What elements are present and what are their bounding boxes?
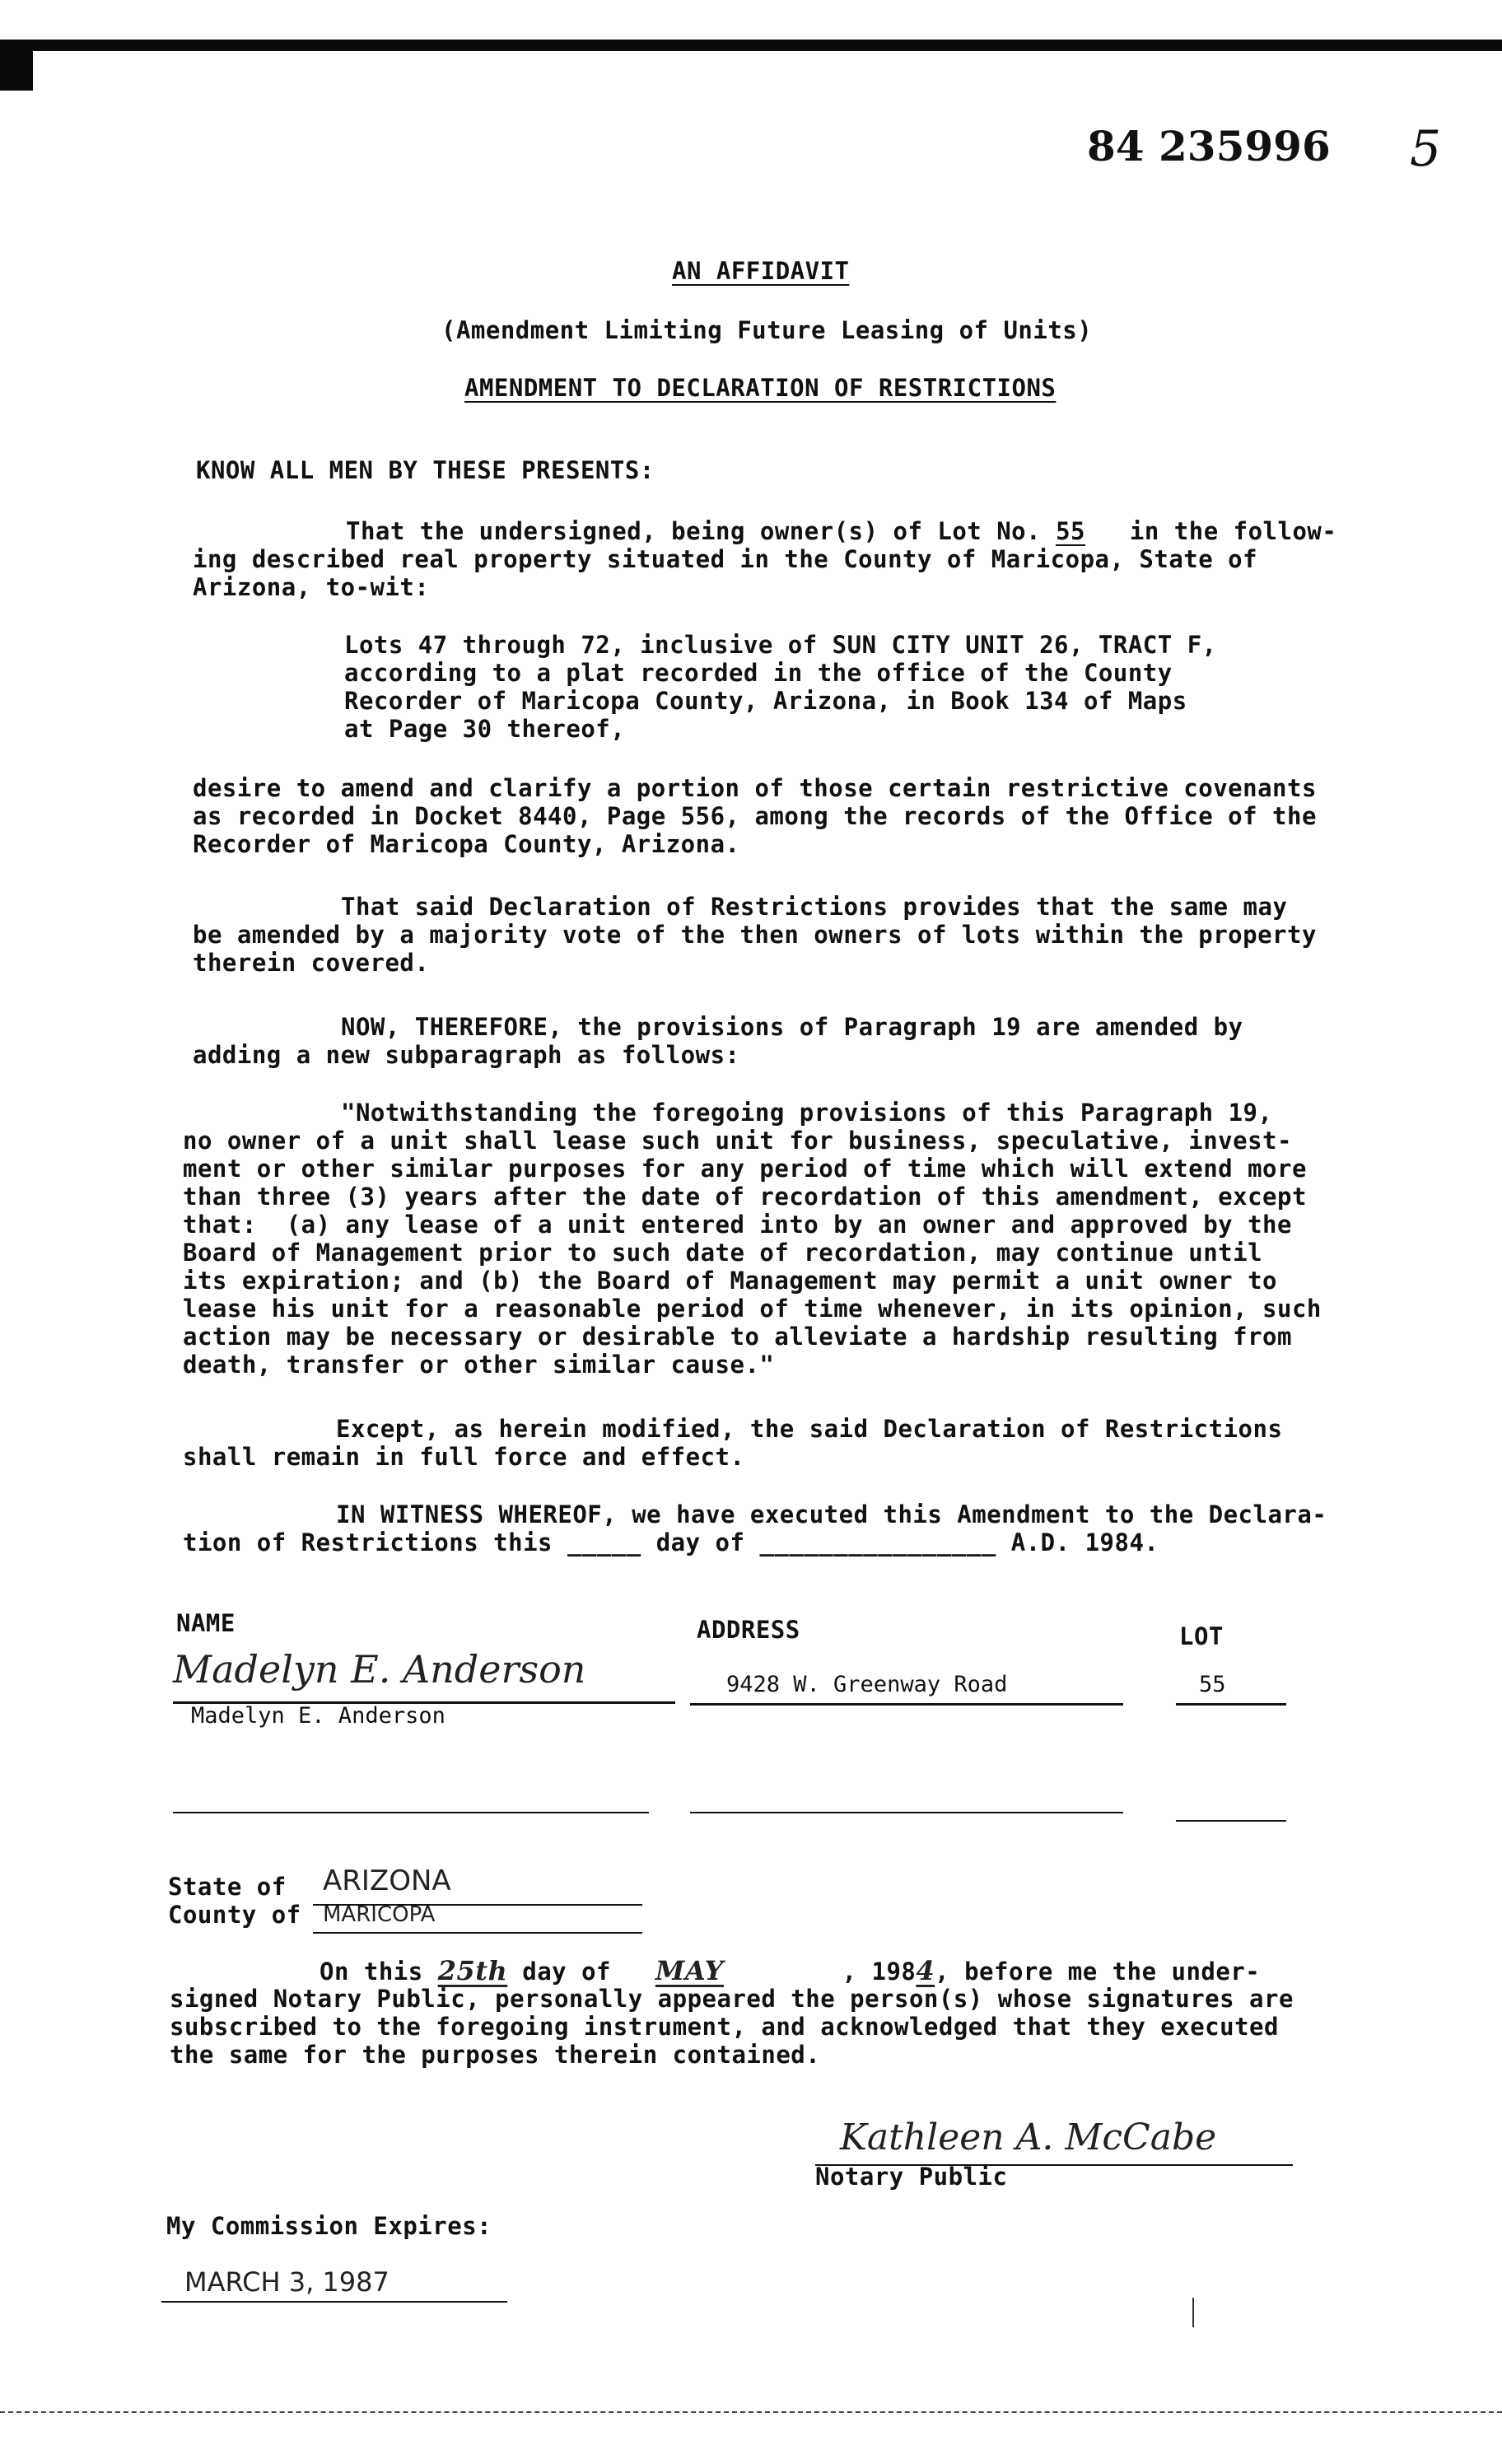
quote-line-9: action may be necessary or desirable to alleviate a hardship resulting from — [183, 1323, 1292, 1351]
quote-line-7: its expiration; and (b) the Board of Management may permit a unit owner to — [183, 1267, 1278, 1295]
ack-day: 25th — [437, 1955, 508, 1986]
p2-line-3: Recorder of Maricopa County, Arizona. — [193, 830, 740, 858]
ack-line-4: the same for the purposes therein contained. — [170, 2041, 821, 2069]
lot-number-blank: 55 — [1056, 517, 1085, 545]
p1-line-2: ing described real property situated in the County of Maricopa, State of — [193, 545, 1258, 573]
p2-line-1: desire to amend and clarify a portion of those certain restrictive covenants — [193, 774, 1317, 802]
signature-line-2 — [173, 1812, 649, 1813]
quote-line-10: death, transfer or other similar cause." — [183, 1351, 775, 1379]
subtitle-amendment: AMENDMENT TO DECLARATION OF RESTRICTIONS — [464, 374, 1057, 402]
address-line-2 — [690, 1812, 1123, 1813]
quote-line-6: Board of Management prior to such date of recordation, may continue until — [183, 1239, 1263, 1267]
p4-line-1: NOW, THEREFORE, the provisions of Paragraph 19 are amended by — [341, 1013, 1243, 1041]
p3-line-3: therein covered. — [193, 949, 430, 977]
ack-line-3: subscribed to the foregoing instrument, and acknowledged that they executed — [170, 2013, 1279, 2041]
witness-line-1: IN WITNESS WHEREOF, we have executed this Amendment to the Declara- — [336, 1500, 1327, 1528]
scan-border-top-inner — [33, 51, 1502, 91]
p3-line-2: be amended by a majority vote of the then owners of lots within the property — [193, 921, 1317, 949]
notary-public-label: Notary Public — [815, 2163, 1008, 2191]
title: AN AFFIDAVIT — [672, 257, 850, 285]
commission-date: MARCH 3, 1987 — [184, 2266, 389, 2298]
lot-header: LOT — [1179, 1622, 1224, 1650]
lot-line-1 — [1176, 1703, 1286, 1706]
ack-year-digit: 4 — [916, 1955, 935, 1986]
p4-line-2: adding a new subparagraph as follows: — [193, 1041, 740, 1069]
owner-signature: Madelyn E. Anderson — [173, 1647, 586, 1692]
county-value: MARICOPA — [323, 1902, 436, 1927]
quote-line-4: than three (3) years after the date of recordation of this amendment, except — [183, 1183, 1307, 1211]
lot-line-2 — [1176, 1820, 1286, 1822]
quote-line-3: ment or other similar purposes for any period of time which will extend more — [183, 1155, 1307, 1183]
county-label: County of — [168, 1901, 301, 1929]
ack-line-1: On this 25th day of MAY , 1984, before me the under- — [320, 1955, 1261, 1986]
p1-line-1: That the undersigned, being owner(s) of Lot No. 55 in the follow- — [346, 517, 1337, 545]
commission-label: My Commission Expires: — [166, 2212, 492, 2240]
state-label: State of — [168, 1873, 287, 1901]
p1-line-3: Arizona, to-wit: — [193, 573, 430, 601]
address-line-1 — [690, 1703, 1123, 1706]
legal-line-3: Recorder of Maricopa County, Arizona, in Book 134 of Maps — [344, 687, 1187, 715]
legal-line-1: Lots 47 through 72, inclusive of SUN CITY UNIT 26, TRACT F, — [344, 631, 1217, 659]
p3-line-1: That said Declaration of Restrictions provides that the same may — [341, 893, 1288, 921]
commission-line — [161, 2301, 507, 2303]
know-all-heading: KNOW ALL MEN BY THESE PRESENTS: — [196, 456, 655, 484]
witness-line-2: tion of Restrictions this _____ day of ________________ A.D. 1984. — [183, 1528, 1159, 1556]
county-line — [313, 1932, 642, 1934]
ack-month: MAY — [655, 1955, 724, 1986]
notary-signature: Kathleen A. McCabe — [840, 2116, 1217, 2158]
document-number: 84 235996 — [1087, 122, 1331, 170]
p5-line-2: shall remain in full force and effect. — [183, 1443, 745, 1471]
owner-printed-name: Madelyn E. Anderson — [191, 1703, 445, 1729]
state-value: ARIZONA — [323, 1864, 451, 1897]
quote-line-2: no owner of a unit shall lease such unit for business, speculative, invest- — [183, 1127, 1292, 1155]
p2-line-2: as recorded in Docket 8440, Page 556, among the records of the Office of the — [193, 802, 1317, 830]
legal-line-2: according to a plat recorded in the office of the County — [344, 659, 1173, 687]
address-header: ADDRESS — [697, 1616, 800, 1644]
owner-address: 9428 W. Greenway Road — [726, 1672, 1008, 1697]
scan-mark — [1192, 2298, 1194, 2327]
owner-lot: 55 — [1199, 1672, 1226, 1697]
p5-line-1: Except, as herein modified, the said Declaration of Restrictions — [336, 1415, 1283, 1443]
subtitle: (Amendment Limiting Future Leasing of Units) — [441, 316, 1093, 344]
name-header: NAME — [176, 1609, 236, 1637]
quote-line-1: "Notwithstanding the foregoing provisions of this Paragraph 19, — [341, 1099, 1273, 1127]
corner-page-mark: 5 — [1410, 120, 1442, 178]
legal-line-4: at Page 30 thereof, — [344, 715, 626, 743]
quote-line-5: that: (a) any lease of a unit entered into by an owner and approved by the — [183, 1211, 1292, 1239]
quote-line-8: lease his unit for a reasonable period of time whenever, in its opinion, such — [183, 1295, 1322, 1323]
scan-edge-bottom — [0, 2411, 1502, 2413]
ack-line-2: signed Notary Public, personally appeared the person(s) whose signatures are — [170, 1985, 1294, 2013]
